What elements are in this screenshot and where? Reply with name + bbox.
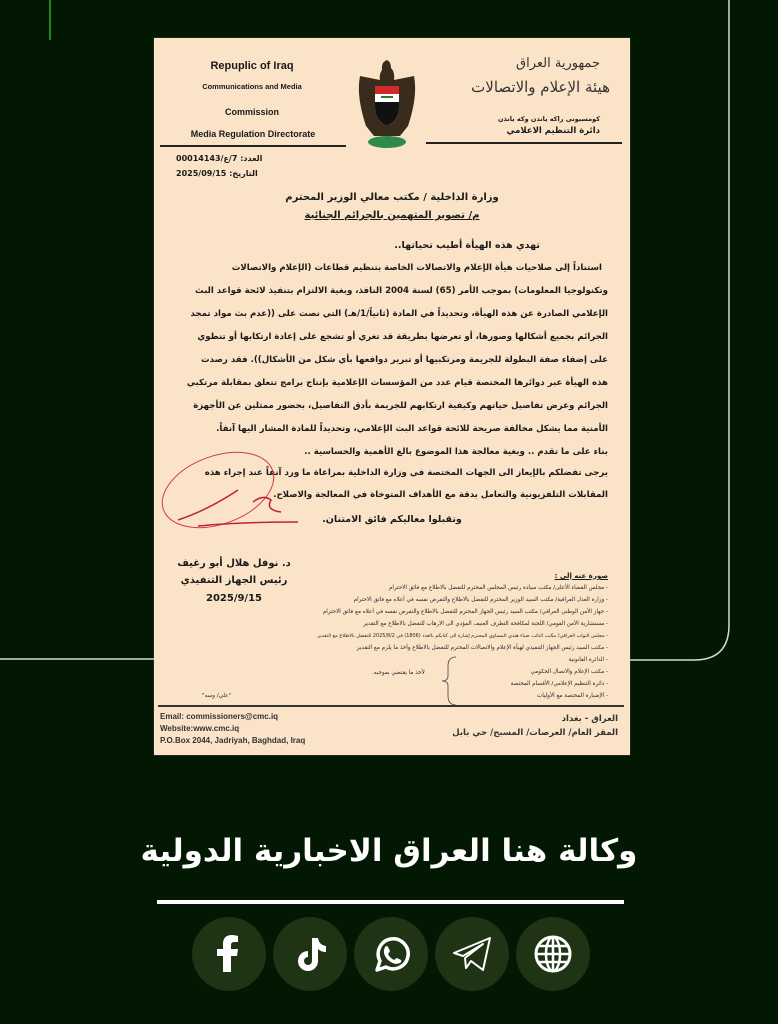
letterhead-en-line4: Media Regulation Directorate [190, 129, 316, 139]
signatory-title: رئيس الجهاز التنفيذي [180, 575, 288, 586]
official-letter [154, 38, 630, 755]
reference-number: العدد: 7/ع/00014143 [176, 154, 263, 163]
footer-email: Email: commissioners@cmc.iq [160, 712, 279, 721]
cc-heading: صورة عنه إلى : [554, 572, 608, 580]
cc-item: - الإضبارة المختصة مع الأوليات [536, 693, 608, 699]
signature-icon [158, 440, 308, 530]
footer-rule [158, 705, 624, 707]
letterhead-rule-left [160, 145, 346, 147]
greeting: تهدي هذه الهيأة أطيب تحياتها.. [394, 240, 540, 251]
facebook-button[interactable] [192, 917, 266, 991]
iraq-eagle-emblem-icon [354, 58, 420, 150]
website-button[interactable] [516, 917, 590, 991]
whatsapp-icon [369, 932, 413, 976]
body-line: الجرائم وعرض تفاصيل حياتهم وكيفية ارتكابهم للجريمة بأدق التفاصيل، بحضور ممثلين عن الأجهزة [193, 401, 608, 411]
agency-divider [157, 900, 624, 904]
body-line: الجرائم بجميع أشكالها وصورها، أو تعرضها بطريقة قد تغري أو تشجع على إعادة ارتكابها أو تنطوي [197, 332, 608, 342]
letterhead-en-line2: Communications and Media [202, 82, 302, 91]
telegram-button[interactable] [435, 917, 509, 991]
body-line: على إضفاء صفة البطولة للجريمة ومرتكبيها أو تبرير دوافعها بأي شكل من الأشكال)). فقد رصدت [200, 355, 608, 365]
cc-item: - الدائرة القانونية [568, 657, 608, 663]
cc-item: - دائرة التنظيم الإعلامي/ الأقسام المختصة [510, 681, 608, 687]
tiktok-button[interactable] [273, 917, 347, 991]
letterhead-en-line3: Commission [224, 107, 279, 117]
cc-initials: "علي/ وسه" [202, 693, 232, 699]
subject: م/ تصوير المتهمين بالجرائم الجنائية [304, 210, 480, 221]
cc-item: - مستشارية الأمن القومي/ اللجنة لمكافحة التطرف العنيف المؤدي الى الارهاب للتفضل بالاطلاع مع التقدير [363, 621, 608, 627]
body-line: وتكنولوجيا المعلومات) بموجب الأمر (65) لسنة 2004 النافذ، وبغية الالتزام بتنفيذ لائحة قواعد البث [195, 286, 608, 296]
body-line: هذه الهيأة عبر دوائرها المختصة قيام عدد من المؤسسات الإعلامية بإنتاج برامج تتعلق بمقابلة مرتكبي [186, 378, 608, 388]
cc-item: - مكتب السيد رئيس الجهاز التنفيذي لهيأة الإعلام والاتصالات المحترم للتفضل بالاطلاع وأخذ ما يلزم مع التقدير [356, 645, 608, 651]
footer-ar-city: العراق - بغداد [561, 714, 618, 724]
cc-group-note: لأخذ ما يقتضي بموجبه. [372, 670, 425, 676]
cc-item: - جهاز الأمن الوطني العراقي/ مكتب السيد رئيس الجهاز المحترم للتفضل بالاطلاع والتفرض نفسه في أعلاه مع فائق الاحترام [322, 609, 608, 615]
globe-icon [531, 932, 575, 976]
letterhead-ar-line4: دائرة التنظيم الاعلامي [506, 126, 600, 136]
body-line: بناء على ما تقدم .. وبغية معالجة هذا الموضوع بالغ الأهمية والحساسية .. [304, 447, 608, 457]
tiktok-icon [288, 932, 332, 976]
whatsapp-button[interactable] [354, 917, 428, 991]
letterhead-rule-right [426, 142, 622, 144]
agency-name: وكالة هنا العراق الاخبارية الدولية [140, 833, 638, 869]
brace-icon [440, 656, 460, 706]
footer-website: Website:www.cmc.iq [160, 724, 240, 733]
body-line: يرجى تفضلكم بالإيعاز الى الجهات المختصة في وزارة الداخلية بمراعاة ما ورد آنفاً عند إجراء هذه [204, 468, 608, 478]
reference-date: التاريخ: 2025/09/15 [176, 169, 258, 178]
cc-item: - مجلس القضاء الأعلى/ مكتب سيادة رئيس المجلس المحترم للتفضل بالاطلاع مع فائق الاحترام [388, 585, 608, 591]
body-line: المقابلات التلفزيونية والتعامل بدقة مع الأهداف المتوخاة في المعالجة والاصلاح. [273, 490, 608, 500]
body-line: الأمنية مما يشكل مخالفة صريحة للائحة قواعد البث الإعلامي، وتحديداً للمادة المشار اليها آنفاً. [216, 424, 608, 434]
signatory-date: 2025/9/15 [205, 593, 262, 604]
cc-item: - مكتب الإعلام والاتصال الحكومي [530, 669, 608, 675]
body-line: استناداً إلى صلاحيات هيأة الإعلام والاتصالات الخاصة بتنظيم قطاعات (الإعلام والاتصالات [231, 263, 602, 273]
closing: وتقبلوا معاليكم فائق الامتنان. [322, 514, 462, 525]
body-line: الإعلامي الصادرة عن هذه الهيأة، وتحديداً في المادة (ثانياً/1/هـ) التي نصت على ((عدم بث مواد تمجد [190, 309, 608, 319]
facebook-icon [207, 932, 251, 976]
cc-item: - وزارة العدل العراقية/ مكتب السيد الوزير المحترم للتفضل بالاطلاع والتفرض نفسه في أعلاه مع فائق الاحترام [353, 597, 608, 603]
footer-pobox: P.O.Box 2044, Jadriyah, Baghdad, Iraq [160, 736, 306, 745]
letterhead-ar-line2: هيئة الإعلام والاتصالات [471, 78, 610, 96]
addressee: وزارة الداخلية / مكتب معالي الوزير المحترم [285, 192, 499, 203]
letterhead-ar-line1: جمهورية العراق [516, 56, 600, 71]
cc-item: - مجلس النواب العراقي/ مكتب النائب ضياء هندي المساوي المحترم إشارة الى كتابكم بالعدد (1806) في 2025/8/2 للتفضل بالاطلاع مع التقدير [317, 633, 608, 639]
telegram-icon [450, 932, 494, 976]
signatory-name: د. نوفل هلال أبو رغيف [177, 558, 291, 569]
letterhead-ar-line3: كومسيونى راكه ياندن وكه يانذن [498, 115, 600, 123]
footer-ar-address: المقر العام/ العرصات/ المسبح/ حي بابل [452, 728, 618, 738]
letterhead-en-line1: Repuplic of Iraq [210, 60, 294, 72]
